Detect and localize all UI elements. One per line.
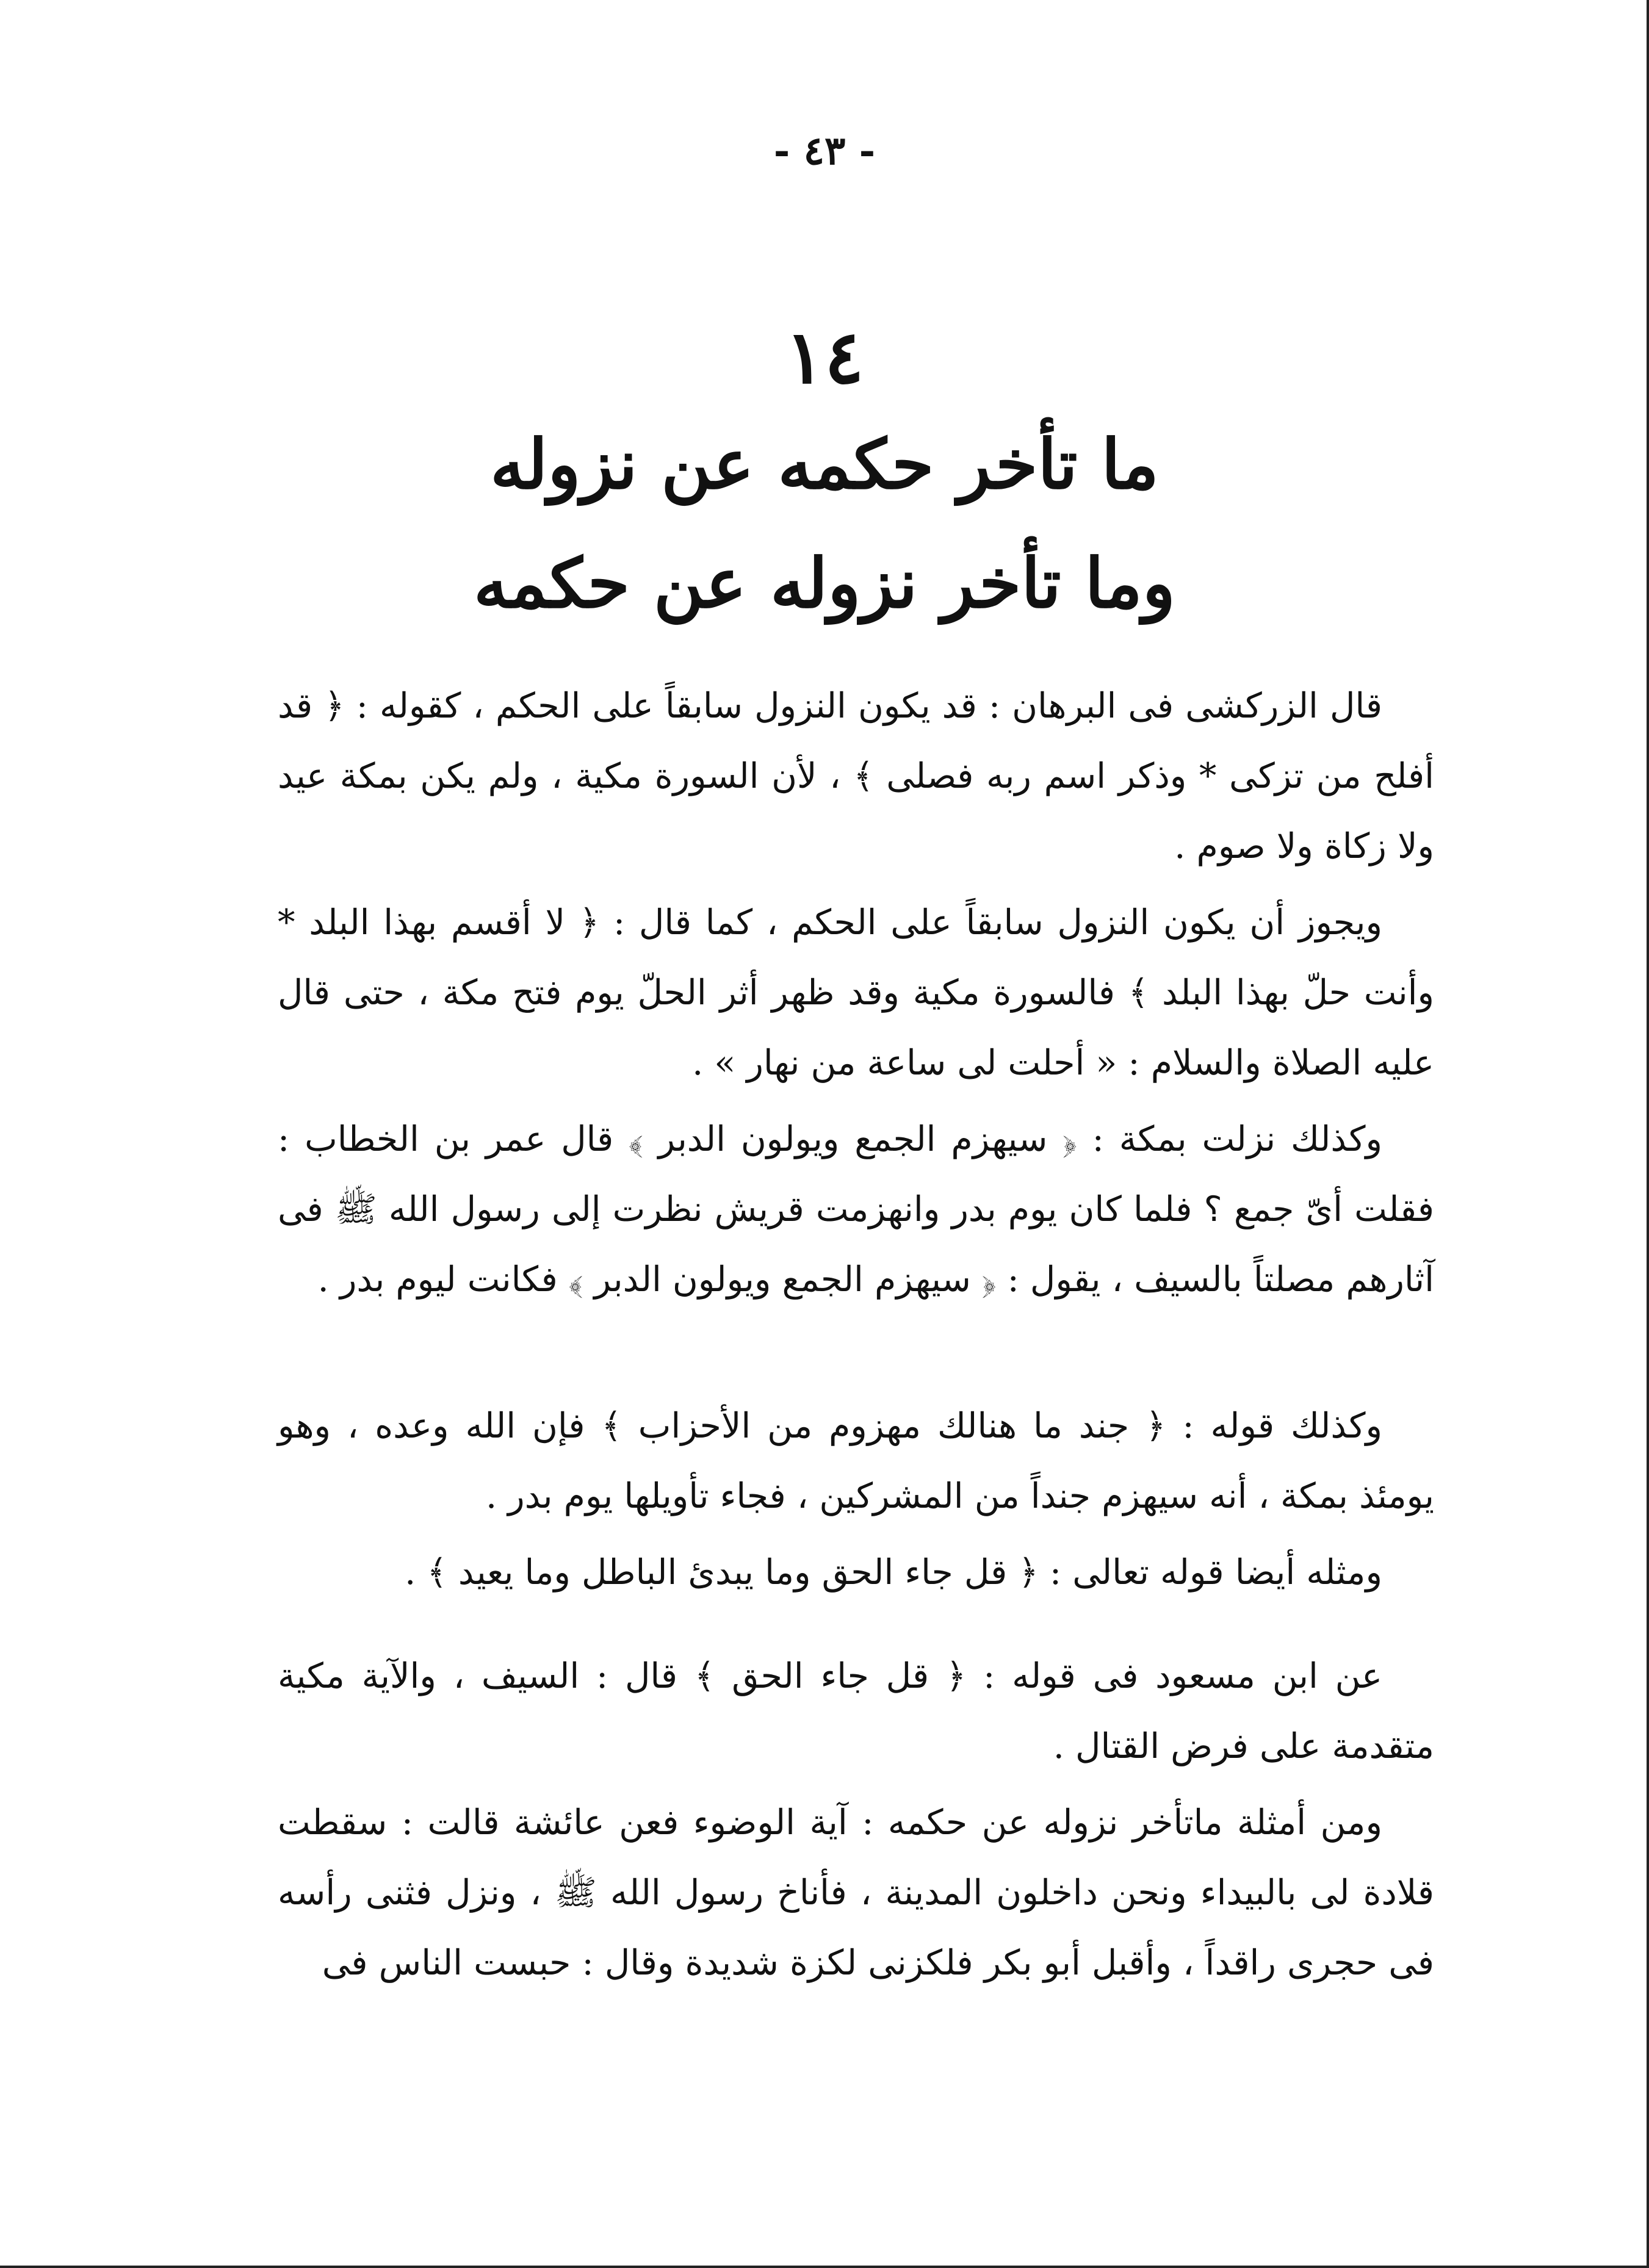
- paragraph: وكذلك نزلت بمكة : ﴿ سيهزم الجمع ويولون الدبر ﴾ قال عمر بن الخطاب : فقلت أىّ جمع ؟ فلما كان يوم بدر وانهزمت قريش نظرت إلى رسول الله ﷺ فى آثارهم مصلتاً بالسيف ، يقول : ﴿ سيهزم الجمع ويولون الدبر ﴾ فكانت ليوم بدر .: [278, 1119, 1434, 1300]
- paragraph: ويجوز أن يكون النزول سابقاً على الحكم ، كما قال : ﴿ لا أقسم بهذا البلد * وأنت حلّ بهذا البلد ﴾ فالسورة مكية وقد ظهر أثر الحلّ يوم فتح مكة ، حتى قال عليه الصلاة والسلام : « أحلت لى ساعة من نهار » .: [278, 902, 1434, 1083]
- paragraph: ومثله أيضا قوله تعالى : ﴿ قل جاء الحق وما يبدئ الباطل وما يعيد ﴾ .: [405, 1552, 1382, 1593]
- chapter-title-line-2: وما تأخر نزوله عن حكمه: [474, 544, 1175, 624]
- paragraph: قال الزركشى فى البرهان : قد يكون النزول سابقاً على الحكم ، كقوله : ﴿ قد أفلح من تزكى * وذكر اسم ربه فصلى ﴾ ، لأن السورة مكية ، ولم يكن بمكة عيد ولا زكاة ولا صوم .: [278, 686, 1434, 866]
- chapter-number: ١٤: [785, 314, 864, 400]
- paragraph: عن ابن مسعود فى قوله : ﴿ قل جاء الحق ﴾ قال : السيف ، والآية مكية متقدمة على فرض القتال .: [278, 1656, 1434, 1766]
- paragraph: ومن أمثلة ماتأخر نزوله عن حكمه : آية الوضوء فعن عائشة قالت : سقطت قلادة لى بالبيداء ونحن داخلون المدينة ، فأناخ رسول الله ﷺ ، ونزل فثنى رأسه فى حجرى راقداً ، وأقبل أبو بكر فلكزنى لكزة شديدة وقال : حبست الناس فى: [278, 1802, 1434, 1983]
- paragraph: وكذلك قوله : ﴿ جند ما هنالك مهزوم من الأحزاب ﴾ فإن الله وعده ، وهو يومئذ بمكة ، أنه سيهزم جنداً من المشركين ، فجاء تأويلها يوم بدر .: [278, 1406, 1434, 1516]
- chapter-title-line-1: ما تأخر حكمه عن نزوله: [490, 425, 1159, 505]
- page-number: - ٤٣ -: [773, 128, 876, 174]
